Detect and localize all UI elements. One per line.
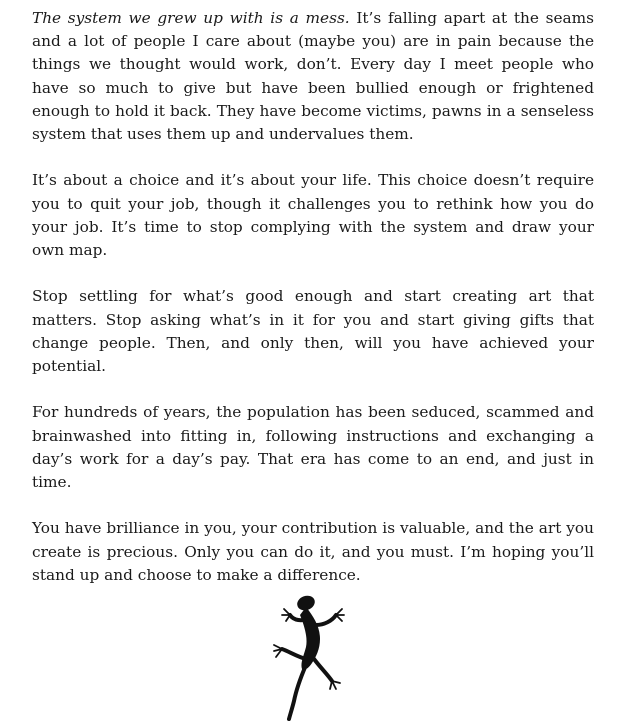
paragraph-3: Stop settling for what’s good enough and start creating art that matters. Stop asking what’s in it for you and start giving gifts that change people. Then, and only then, will you have achieved your potential. — [32, 287, 594, 376]
document-body — [32, 7, 594, 610]
paragraph-4: For hundreds of years, the population has been seduced, scammed and brainwashed into fitting in, following instructions and exchanging a day’s work for a day’s pay. That era has come to an end, and just in time. — [32, 403, 594, 492]
paragraph-1-text: It’s falling apart at the seams and a lot of people I care about (maybe you) are in pain because the things we thought would work, don’t. Every day I meet people who have so much to give but have been bullied enough or frightened enough to hold it back. They have become victims, pawns in a senseless system that uses them up and undervalues them. — [32, 9, 594, 144]
paragraph-1-lead: The system we grew up with is a mess. — [32, 9, 350, 27]
lizard-icon — [262, 591, 358, 721]
paragraph-5: You have brilliance in you, your contribution is valuable, and the art you create is precious. Only you can do it, and you must. I’m hoping you’ll stand up and choose to make a difference. — [32, 519, 594, 584]
paragraph-2: It’s about a choice and it’s about your life. This choice doesn’t require you to quit your job, though it challenges you to rethink how you do your job. It’s time to stop complying with the system and draw your own map. — [32, 171, 594, 260]
paragraph-1 — [32, 7, 594, 146]
